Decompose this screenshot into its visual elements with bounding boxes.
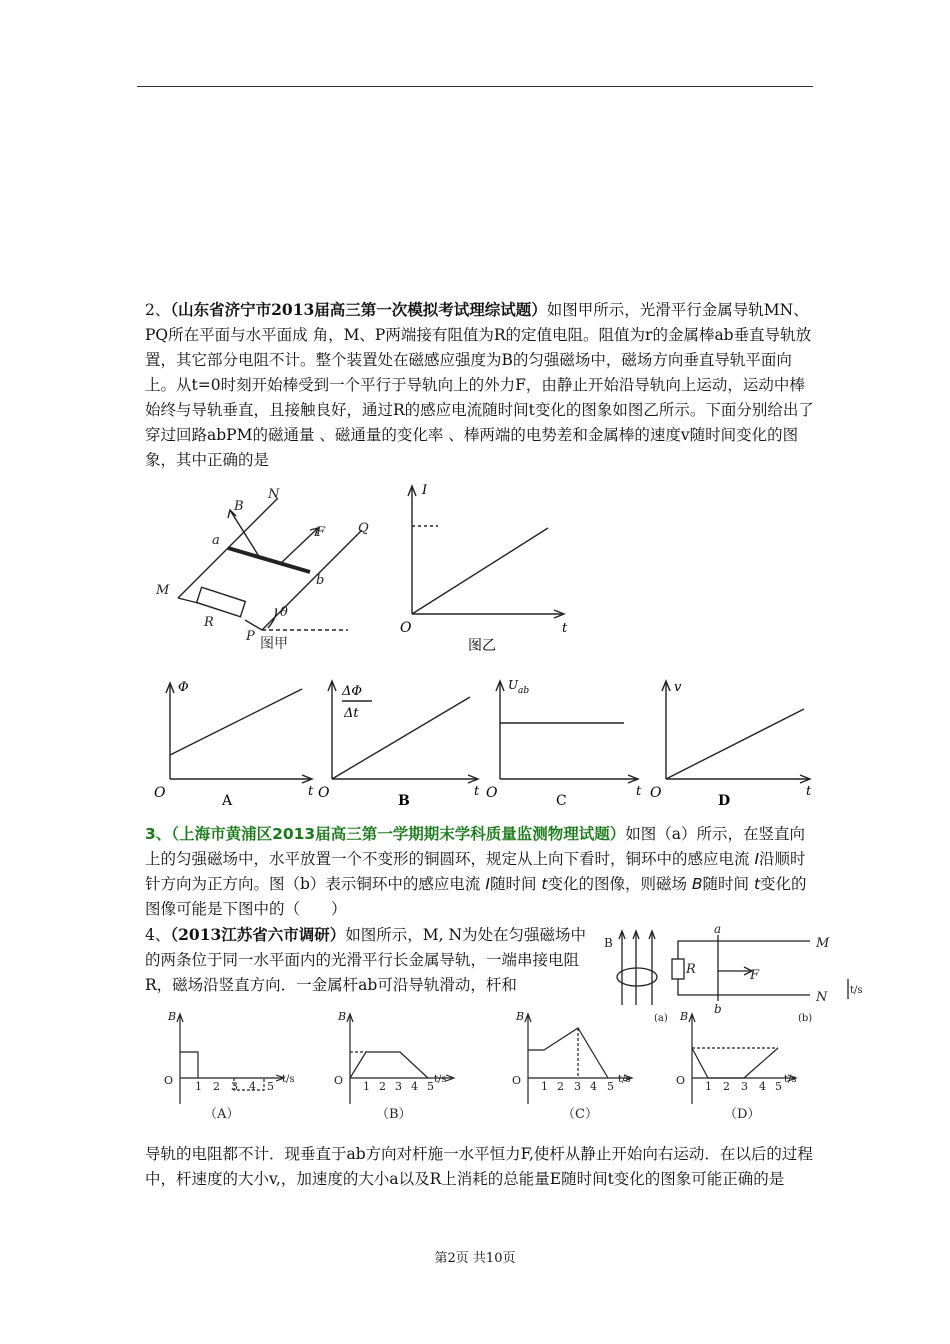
yi-xlabel: t [562,621,568,636]
figure-jia [150,487,369,658]
ga-tick: 1 [195,1080,202,1093]
a-label: A [222,793,233,809]
gc-ylabel: B [516,1010,525,1023]
gc-tick: 4 [590,1080,597,1093]
gd-tick: 4 [759,1080,766,1093]
c-origin: O [486,785,498,801]
gb-ylabel: B [338,1010,347,1023]
q4-graph-a [160,1008,310,1128]
gb-label: （B） [376,1107,412,1122]
label-n: N [268,487,280,502]
header-rule [137,86,813,87]
gd-origin: O [676,1074,686,1087]
gb-xunit: t/s [434,1074,447,1085]
c-ylabel-sub: ab [518,686,530,696]
caption-yi: 图乙 [468,638,496,654]
gc-tick: 1 [541,1080,548,1093]
ga-origin: O [164,1074,174,1087]
option-a-graph [152,675,322,810]
circuit-label-n: N [816,990,828,1005]
d-origin: O [650,785,662,801]
label-b-end: b [316,573,325,588]
d-label: D [718,793,731,809]
question-4-continuation: 导轨的电阻都不计．现垂直于ab方向对杆施一水平恒力F,使杆从静止开始向右运动．在以后的过程中，杆速度的大小v,，加速度的大小a以及R上消耗的总能量E随时间t变化的图象可能正确的是 [145,1145,813,1188]
b-origin: O [318,785,330,801]
gb-tick: 3 [395,1080,402,1093]
gc-origin: O [512,1074,522,1087]
label-r: R [204,615,214,630]
ga-xunit: t/s [282,1074,295,1085]
circuit-label-r: R [686,962,696,977]
gd-tick: 2 [723,1080,730,1093]
circuit-label-b-end: b [714,1002,722,1016]
gc-tick: 2 [557,1080,564,1093]
yi-origin: O [400,620,412,636]
circuit-label-a: a [714,922,722,936]
gb-tick: 5 [427,1080,434,1093]
label-p: P [246,629,255,644]
circuit-label-f: F [750,968,760,983]
label-f: F [316,525,326,540]
ga-tick: 2 [213,1080,220,1093]
metal-rod-ab [228,548,310,572]
gc-label: （C） [562,1107,598,1122]
c-xlabel: t [636,784,642,799]
circuit-label-m: M [816,936,830,951]
d-ylabel: v [674,680,682,695]
question-4-text: 4、（2013江苏省六市调研）如图所示，M, N为处在匀强磁场中的两条位于同一水平面内的光滑平行长金属导轨，一端串接电阻R，磁场沿竖直方向．一金属杆ab可沿导轨滑动，杆和 [145,925,587,994]
gd-xunit: t/s [784,1074,797,1085]
a-xlabel: t [308,784,314,799]
circuit-label-b: B [604,936,613,950]
caption-jia: 图甲 [260,636,288,652]
b-ylabel-bot: Δt [344,706,359,721]
ga-tick: 4 [249,1080,256,1093]
c-ylabel: U [508,678,519,692]
option-d-graph [650,675,820,810]
b-ylabel-top: ΔΦ [342,684,363,699]
figure-yi [398,480,578,658]
circuit-caption-b: (b) [798,1013,813,1024]
gc-tick: 5 [607,1080,614,1093]
q4-graph-b [330,1008,480,1128]
circuit-caption-a: (a) [654,1013,668,1024]
c-label: C [556,793,567,809]
circuit-figure [600,922,880,1024]
q4-graph-d [672,1008,822,1128]
circuit-ts: t/s [850,985,863,996]
rail-pq [262,530,362,630]
label-m: M [156,583,170,598]
gb-origin: O [334,1074,344,1087]
ga-label: （A） [204,1107,240,1122]
gd-ylabel: B [680,1010,689,1023]
gb-tick: 2 [379,1080,386,1093]
yi-ylabel: I [422,483,428,498]
label-b: B [234,499,244,514]
label-theta: θ [280,605,288,620]
ga-tick: 3 [231,1080,238,1093]
gd-tick: 3 [741,1080,748,1093]
label-q: Q [358,521,369,536]
b-label: B [398,793,410,809]
b-xlabel: t [474,784,480,799]
gd-tick: 1 [705,1080,712,1093]
gc-tick: 3 [574,1080,581,1093]
option-b-graph [318,675,488,810]
gc-xunit: t/s [618,1074,631,1085]
question-3-text: 3、（上海市黄浦区2013届高三第一学期期末学科质量监测物理试题）如图（a）所示，在竖直向上的匀强磁场中，水平放置一个不变形的铜圆环，规定从上向下看时，铜环中的感应电流 I沿顺时针方向为正方向。图（b）表示铜环中的感应电流 I随时间 t变化的图像，则磁场 B随时间 t变化的图像可能是下图中的（ ） [145,825,807,918]
q4-graph-c [508,1008,658,1128]
page-footer: 第2页 共10页 [434,1251,516,1266]
ga-tick: 5 [267,1080,274,1093]
ga-ylabel: B [168,1010,177,1023]
gb-tick: 1 [363,1080,370,1093]
gd-label: （D） [724,1107,761,1122]
question-2-text: 2、（山东省济宁市2013届高三第一次模拟考试理综试题）如图甲所示，光滑平行金属导轨MN、PQ所在平面与水平面成 角，M、P两端接有阻值为R的定值电阻。阻值为r的金属棒ab垂直导轨放置，其它部分电阻不计。整个装置处在磁感应强度为B的匀强磁场中，磁场方向垂直导轨平面向上。从t=0时刻开始棒受到一个平行于导轨向上的外力F，由静止开始沿导轨向上运动，运动中棒始终与导轨垂直，且接触良好，通过R的感应电流随时间t变化的图象如图乙所示。下面分别给出了穿过回路abPM的磁通量 、磁通量的变化率 、棒两端的电势差和金属棒的速度v随时间变化的图象，其中正确的是 [145,300,814,469]
gd-tick: 5 [775,1080,782,1093]
option-c-graph [486,675,651,810]
a-ylabel: Φ [178,680,189,695]
d-xlabel: t [806,784,812,799]
gb-tick: 4 [411,1080,418,1093]
a-origin: O [154,785,166,801]
resistor-r [197,587,246,616]
label-a: a [212,533,220,548]
